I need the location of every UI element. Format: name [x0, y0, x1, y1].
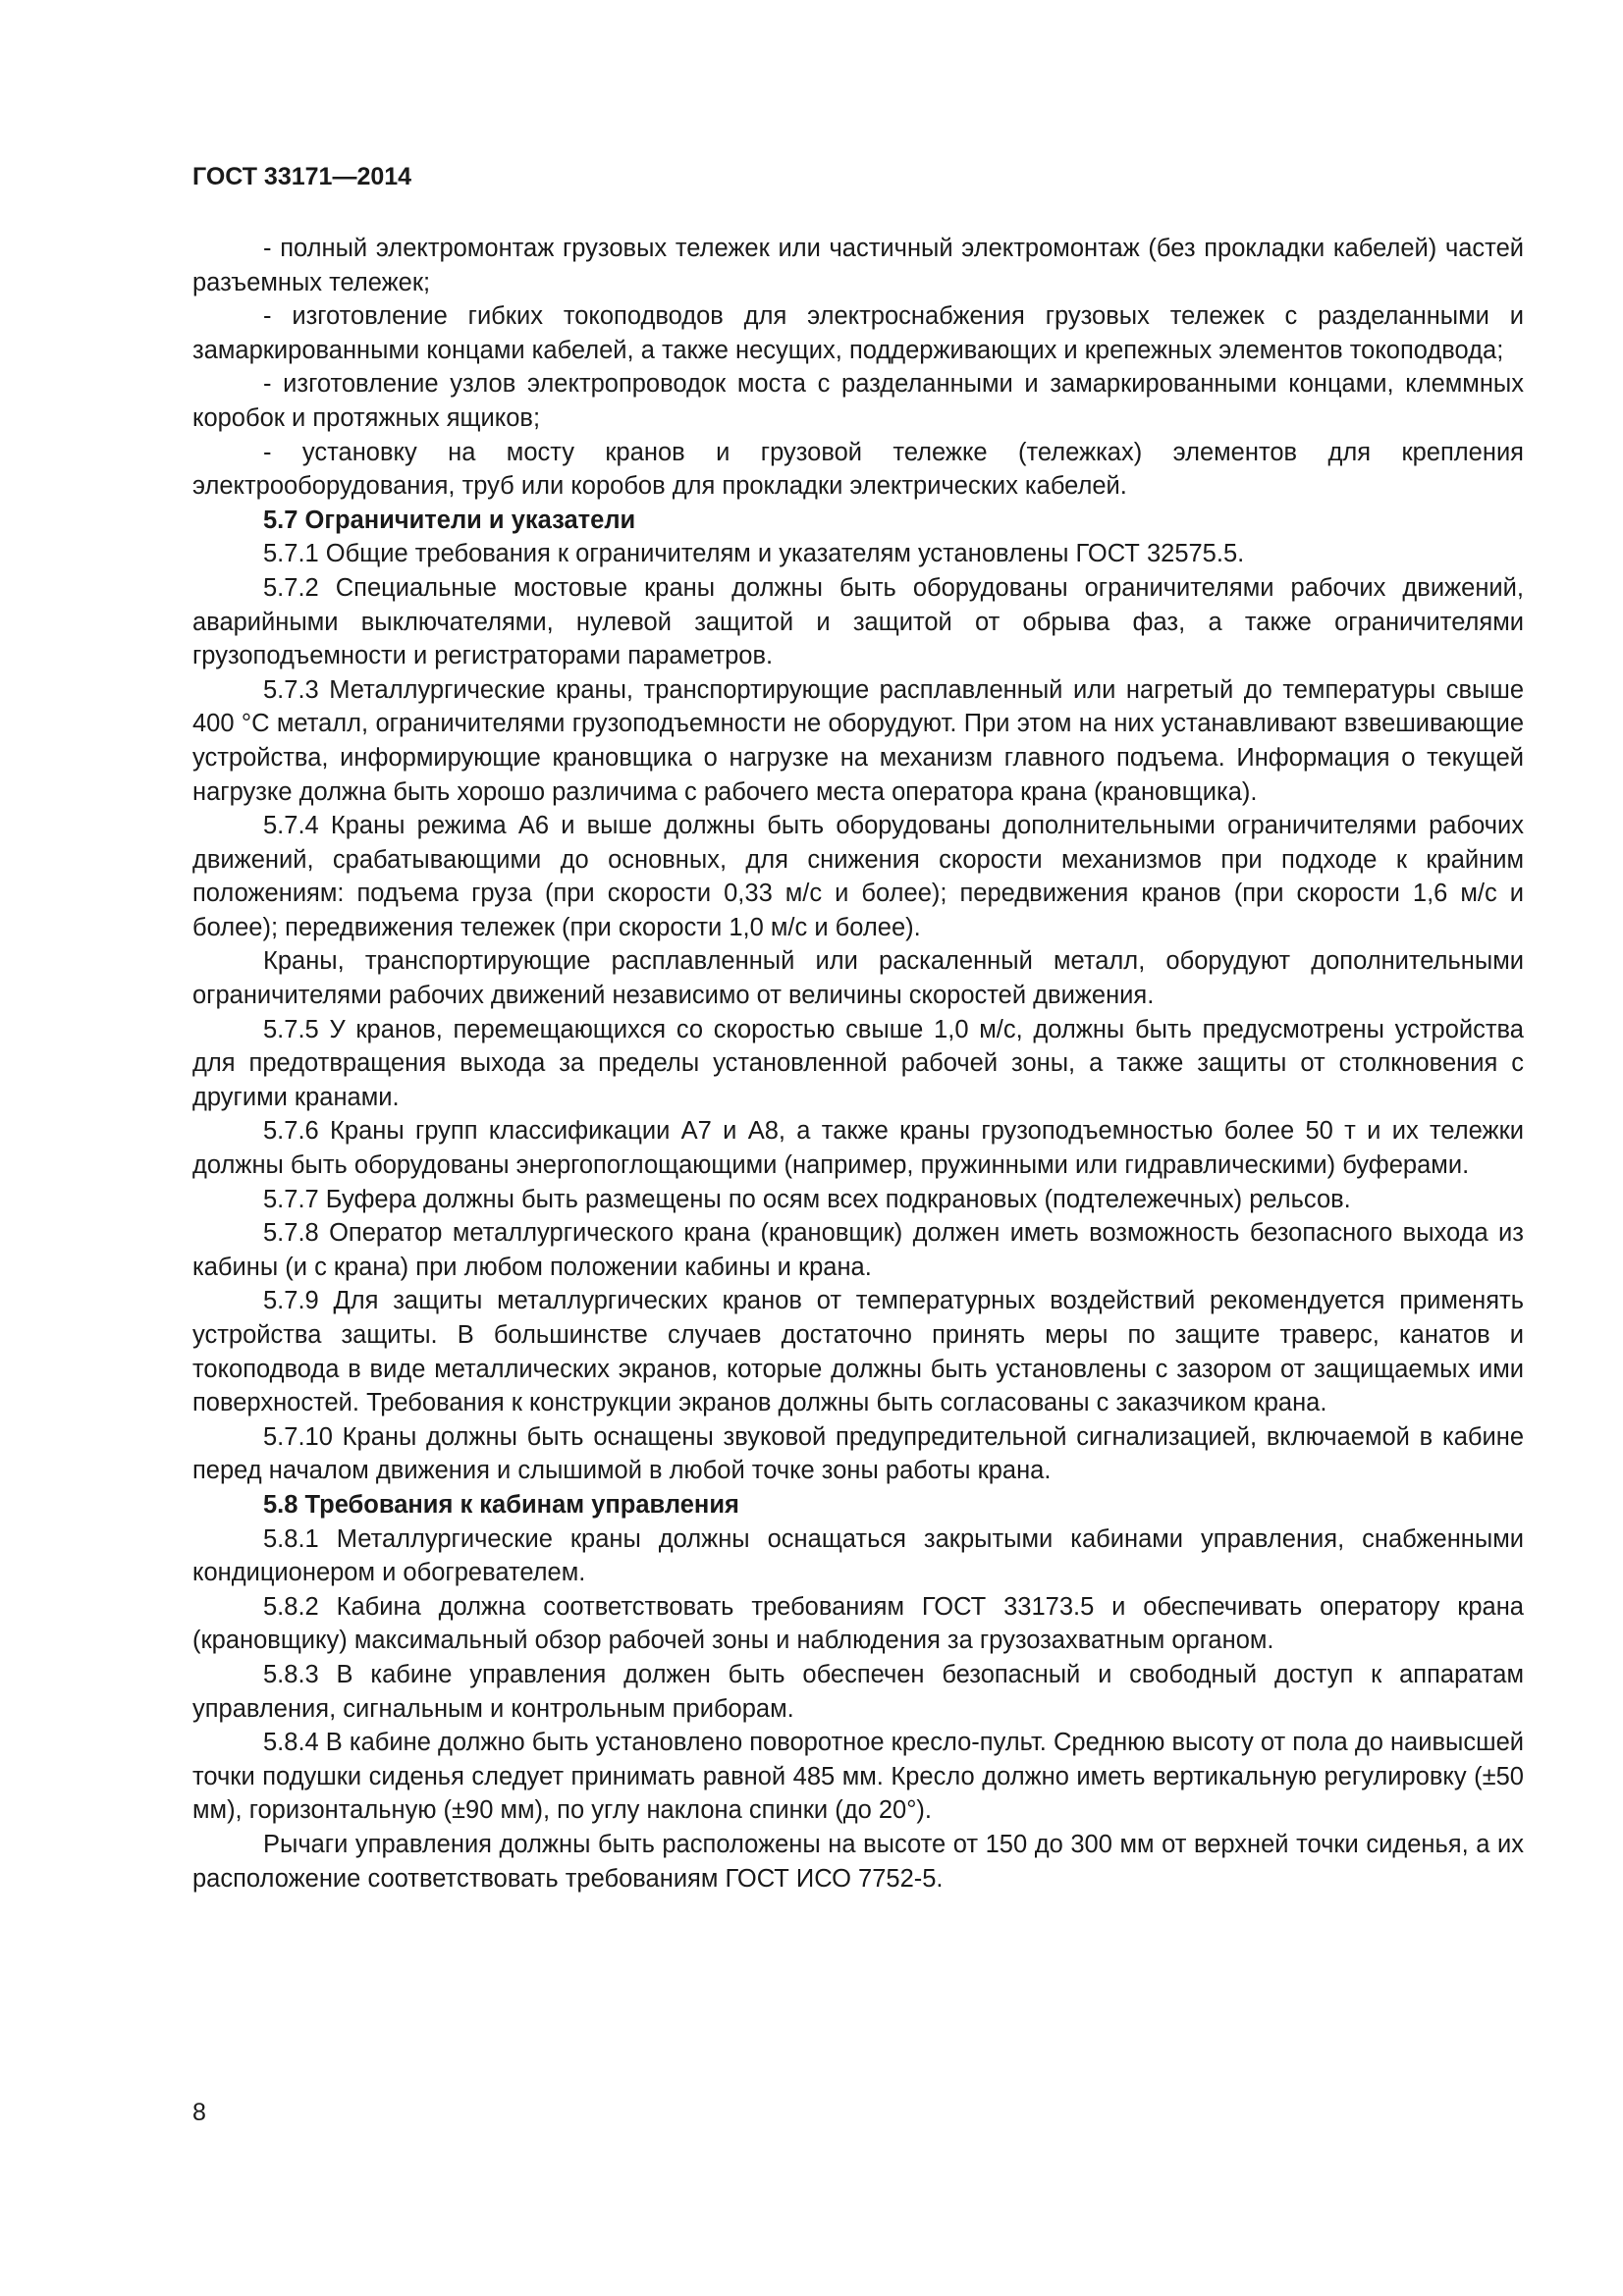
section-heading-5-8: 5.8 Требования к кабинам управления [263, 1490, 739, 1519]
paragraph-5-7-6: 5.7.6 Краны групп классификации А7 и А8, а также краны грузоподъемностью более 50 т и их тележки должны быть оборудованы энергопоглощающими (например, пружинными или гидравлическими) буферами. [192, 1117, 1524, 1180]
paragraph-5-7-9: 5.7.9 Для защиты металлургических кранов от температурных воздействий рекомендуется применять устройства защиты. В большинстве случаев достаточно принять меры по защите траверс, канатов и токоподвода в виде металлических экранов, которые должны быть установлены с зазором от защищаемых ими поверхностей. Требования к конструкции экранов должны быть согласованы с заказчиком крана. [192, 1287, 1524, 1417]
paragraph-5-8-1: 5.8.1 Металлургические краны должны оснащаться закрытыми кабинами управления, снабженными кондиционером и обогревателем. [192, 1524, 1524, 1587]
list-item: - изготовление гибких токоподводов для электроснабжения грузовых тележек с разделанными и замаркированными концами кабелей, а также несущих, поддерживающих и крепежных элементов токоподвода; [192, 302, 1524, 364]
paragraph-5-7-4: 5.7.4 Краны режима А6 и выше должны быть оборудованы дополнительными ограничителями рабочих движений, срабатывающими до основных, для снижения скорости механизмов при подходе к крайним положениям: подъема груза (при скорости 0,33 м/с и более); передвижения кранов (при скорости 1,6 м/с и более); передвижения тележек (при скорости 1,0 м/с и более). [192, 812, 1524, 941]
document-header: ГОСТ 33171—2014 [192, 163, 412, 190]
list-item: - изготовление узлов электропроводок моста с разделанными и замаркированными концами, клеммных коробок и протяжных ящиков; [192, 370, 1524, 432]
paragraph-5-7-5: 5.7.5 У кранов, перемещающихся со скоростью свыше 1,0 м/с, должны быть предусмотрены устройства для предотвращения выхода за пределы установленной рабочей зоны, а также защиты от столкновения с другими кранами. [192, 1015, 1524, 1111]
page-number: 8 [192, 2099, 206, 2126]
paragraph-5-8-4-cont: Рычаги управления должны быть расположены на высоте от 150 до 300 мм от верхней точки сиденья, а их расположение соответствовать требованиям ГОСТ ИСО 7752-5. [192, 1830, 1524, 1893]
paragraph-5-7-3: 5.7.3 Металлургические краны, транспортирующие расплавленный или нагретый до температуры свыше 400 °С металл, ограничителями грузоподъемности не оборудуют. При этом на них устанавливают взвешивающие устройства, информирующие крановщика о нагрузке на механизм главного подъема. Информация о текущей нагрузке должна быть хорошо различима с рабочего места оператора крана (крановщика). [192, 675, 1524, 806]
paragraph-5-7-8: 5.7.8 Оператор металлургического крана (крановщик) должен иметь возможность безопасного выхода из кабины (и с крана) при любом положении кабины и крана. [192, 1219, 1524, 1281]
paragraph-5-8-3: 5.8.3 В кабине управления должен быть обеспечен безопасный и свободный доступ к аппаратам управления, сигнальным и контрольным приборам. [192, 1660, 1524, 1723]
paragraph-5-7-4-cont: Краны, транспортирующие расплавленный или раскаленный металл, оборудуют дополнительными ограничителями рабочих движений независимо от величины скоростей движения. [192, 947, 1524, 1010]
paragraph-5-7-1: 5.7.1 Общие требования к ограничителям и указателям установлены ГОСТ 32575.5. [263, 540, 1245, 568]
list-item: - полный электромонтаж грузовых тележек или частичный электромонтаж (без прокладки кабелей) частей разъемных тележек; [192, 235, 1524, 296]
paragraph-5-8-2: 5.8.2 Кабина должна соответствовать требованиям ГОСТ 33173.5 и обеспечивать оператору крана (крановщику) максимальный обзор рабочей зоны и наблюдения за грузозахватным органом. [192, 1592, 1524, 1655]
paragraph-5-7-2: 5.7.2 Специальные мостовые краны должны быть оборудованы ограничителями рабочих движений, аварийными выключателями, нулевой защитой и защитой от обрыва фаз, а также ограничителями грузоподъемности и регистраторами параметров. [192, 573, 1524, 670]
section-heading-5-7: 5.7 Ограничители и указатели [263, 506, 636, 534]
paragraph-5-8-4: 5.8.4 В кабине должно быть установлено поворотное кресло-пульт. Среднюю высоту от пола до наивысшей точки подушки сиденья следует принимать равной 485 мм. Кресло должно иметь вертикальную регулировку (±50 мм), горизонтальную (±90 мм), по углу наклона спинки (до 20°). [192, 1729, 1524, 1825]
paragraph-5-7-10: 5.7.10 Краны должны быть оснащены звуковой предупредительной сигнализацией, включаемой в кабине перед началом движения и слышимой в любой точке зоны работы крана. [192, 1422, 1524, 1485]
list-item: - установку на мосту кранов и грузовой тележке (тележках) элементов для крепления электрооборудования, труб или коробов для прокладки электрических кабелей. [192, 438, 1524, 501]
document-body [192, 232, 1524, 1896]
paragraph-5-7-7: 5.7.7 Буфера должны быть размещены по осям всех подкрановых (подтележечных) рельсов. [263, 1185, 1351, 1213]
